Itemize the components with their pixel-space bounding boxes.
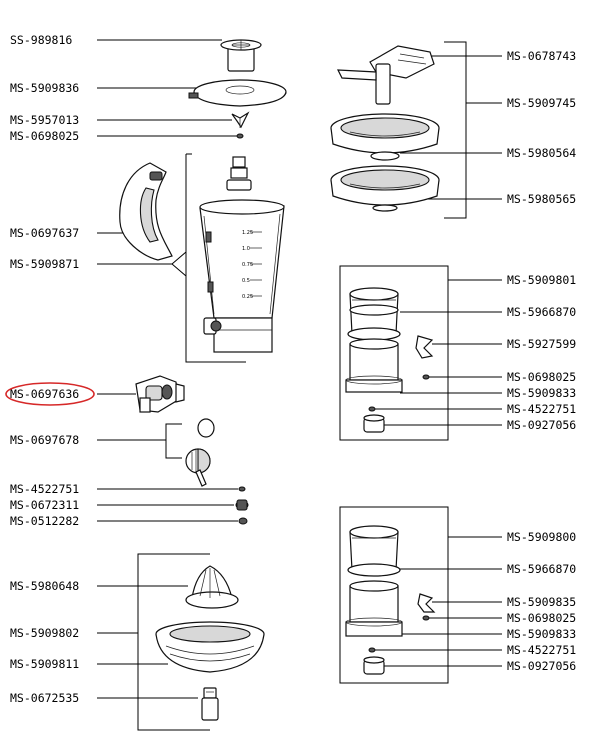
label-ms-0697678: MS-0697678	[10, 433, 80, 447]
label-ms-5957013: MS-5957013	[10, 113, 80, 127]
citrus-bowl	[156, 622, 264, 672]
label-ms-5980565: MS-5980565	[507, 192, 577, 206]
jug-lid	[189, 80, 286, 106]
label-ms-5909745: MS-5909745	[507, 96, 577, 110]
blender-jug	[200, 157, 284, 352]
label-ms-0698025-c: MS-0698025	[507, 611, 577, 625]
label-ms-5909835: MS-5909835	[507, 595, 577, 609]
marking-1-25: 1.25	[242, 230, 254, 236]
tap-valve	[136, 376, 184, 412]
label-ms-0927056-b: MS-0927056	[507, 659, 577, 673]
label-ms-5966870-b: MS-5966870	[507, 562, 577, 576]
label-ms-0672311: MS-0672311	[10, 498, 80, 512]
marking-0-25: 0.25	[242, 294, 254, 300]
label-ms-5909800: MS-5909800	[507, 530, 577, 544]
label-ms-5909811: MS-5909811	[10, 657, 80, 671]
mill-upper	[346, 288, 432, 432]
label-ms-4522751-a: MS-4522751	[10, 482, 80, 496]
washer-small-a	[237, 134, 243, 138]
small-parts-left	[236, 487, 248, 524]
jug-blade	[232, 113, 248, 128]
label-ms-0678743: MS-0678743	[507, 49, 577, 63]
label-ms-5909801: MS-5909801	[507, 273, 577, 287]
label-ms-5980648: MS-5980648	[10, 579, 80, 593]
marking-0-5: 0.5	[242, 278, 250, 284]
label-ms-5909871: MS-5909871	[10, 257, 80, 271]
citrus-spindle	[202, 688, 218, 720]
citrus-cone	[186, 566, 238, 608]
mill-lower	[346, 526, 434, 674]
label-ms-0697637: MS-0697637	[10, 226, 80, 240]
marking-1-0: 1.0	[242, 246, 250, 252]
label-ms-5909833-b: MS-5909833	[507, 627, 577, 641]
label-ms-0927056-a: MS-0927056	[507, 418, 577, 432]
measuring-cap	[221, 40, 261, 71]
juicer-pusher	[338, 46, 434, 104]
label-ms-0698025-a: MS-0698025	[10, 129, 80, 143]
label-ms-0672535: MS-0672535	[10, 691, 80, 705]
left-labels	[10, 33, 79, 705]
label-ms-5909802: MS-5909802	[10, 626, 80, 640]
seal-and-knob	[186, 419, 214, 486]
juicer-sieve-lower	[331, 166, 439, 211]
label-ms-0512282: MS-0512282	[10, 514, 80, 528]
label-ms-5909836: MS-5909836	[10, 81, 80, 95]
label-ms-4522751-b: MS-4522751	[507, 402, 577, 416]
label-ms-5980564: MS-5980564	[507, 146, 577, 160]
label-ms-4522751-c: MS-4522751	[507, 643, 577, 657]
marking-0-75: 0.75	[242, 262, 254, 268]
label-ms-5927599: MS-5927599	[507, 337, 577, 351]
right-labels	[507, 49, 576, 673]
jug-handle	[120, 163, 172, 260]
label-ms-5909833-a: MS-5909833	[507, 386, 577, 400]
label-ms-5966870-a: MS-5966870	[507, 305, 577, 319]
label-ms-0698025-b: MS-0698025	[507, 370, 577, 384]
label-ss-989816: SS-989816	[10, 33, 73, 47]
label-ms-0697636: MS-0697636	[10, 387, 80, 401]
